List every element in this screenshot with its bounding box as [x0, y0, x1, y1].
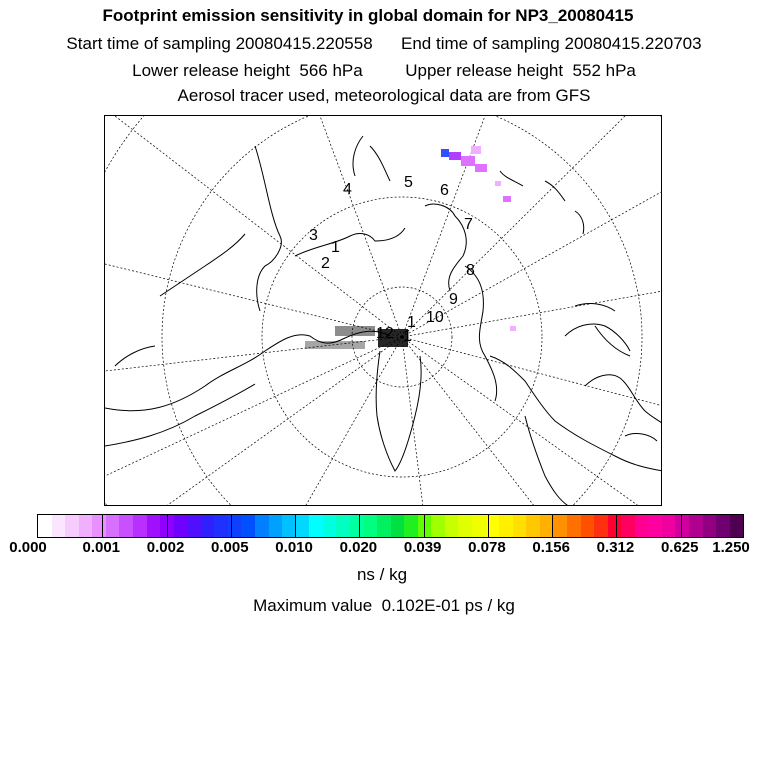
colorbar-segment — [241, 515, 255, 537]
colorbar-segment — [662, 515, 676, 537]
colorbar-segment — [52, 515, 66, 537]
colorbar-segment — [147, 515, 161, 537]
colorbar-tick-label: 0.001 — [82, 539, 121, 556]
colorbar-segment — [499, 515, 513, 537]
colorbar-segment — [106, 515, 120, 537]
colorbar-segment — [553, 515, 567, 537]
colorbar-segment — [635, 515, 649, 537]
colorbar-segment — [187, 515, 201, 537]
trajectory-label: 2 — [321, 255, 330, 272]
colorbar-segment — [608, 515, 622, 537]
colorbar-segment — [581, 515, 595, 537]
colorbar-segment — [323, 515, 337, 537]
colorbar-tick — [552, 515, 553, 537]
sampling-times-line — [0, 34, 768, 54]
trajectory-label: 10 — [426, 309, 444, 326]
colorbar-tick-label: 0.000 — [9, 539, 47, 556]
colorbar-tick — [295, 515, 296, 537]
trajectory-label: 5 — [404, 174, 413, 191]
end-time-value: 20080415.220703 — [564, 34, 702, 53]
end-time-label: End time of sampling — [401, 34, 560, 53]
colorbar-segment — [65, 515, 79, 537]
trajectory-label: 1 — [403, 328, 412, 345]
trajectory-label: 8 — [466, 262, 475, 279]
colorbar-segment — [119, 515, 133, 537]
colorbar-segment — [255, 515, 269, 537]
colorbar-segment — [404, 515, 418, 537]
trajectory-label: 1 — [407, 314, 416, 331]
colorbar-segment — [513, 515, 527, 537]
upper-height-value: 552 hPa — [572, 61, 636, 80]
colorbar-segment — [79, 515, 93, 537]
colorbar-segment — [364, 515, 378, 537]
colorbar-segment — [201, 515, 215, 537]
trajectory-label: 3 — [309, 227, 318, 244]
colorbar-tick-label: 0.010 — [275, 539, 313, 556]
lower-height-label: Lower release height — [132, 61, 290, 80]
colorbar-tick-label: 0.039 — [403, 539, 442, 556]
colorbar-segment — [38, 515, 52, 537]
colorbar-tick — [488, 515, 489, 537]
colorbar-segment — [391, 515, 405, 537]
upper-height-label: Upper release height — [405, 61, 564, 80]
colorbar-segment — [621, 515, 635, 537]
coastlines — [105, 136, 662, 506]
trajectory-label: 7 — [464, 216, 473, 233]
maximum-value-line — [0, 596, 768, 616]
colorbar-segment — [689, 515, 703, 537]
colorbar-segment — [296, 515, 310, 537]
colorbar-segment — [703, 515, 717, 537]
plot-title: Footprint emission sensitivity in global domain for NP3_20080415 — [102, 6, 634, 25]
colorbar-segment — [716, 515, 730, 537]
colorbar-segment — [309, 515, 323, 537]
colorbar-tick-label: 0.020 — [339, 539, 378, 556]
colorbar-segment — [675, 515, 689, 537]
colorbar-tick — [231, 515, 232, 537]
max-value-label: Maximum value — [253, 596, 373, 615]
colorbar — [37, 514, 744, 538]
map-panel — [104, 115, 662, 506]
colorbar-tick — [681, 515, 682, 537]
start-time-value: 20080415.220558 — [235, 34, 373, 53]
colorbar-segment — [350, 515, 364, 537]
colorbar-tick-label: 0.005 — [211, 539, 249, 556]
colorbar-tick-label: 1.250 — [712, 539, 750, 556]
colorbar-segment — [92, 515, 106, 537]
tracer-note: Aerosol tracer used, meteorological data are from GFS — [177, 86, 591, 105]
trajectory-label: 6 — [440, 182, 449, 199]
colorbar-segment — [445, 515, 459, 537]
colorbar-segment — [594, 515, 608, 537]
colorbar-tick-label: 0.156 — [532, 539, 570, 556]
trajectory-labels — [309, 174, 475, 345]
trajectory-label: 1 — [331, 239, 340, 256]
colorbar-segment — [472, 515, 486, 537]
start-time-label: Start time of sampling — [66, 34, 231, 53]
colorbar-segment — [648, 515, 662, 537]
trajectory-label: 12 — [376, 325, 394, 342]
lower-height-value: 566 hPa — [299, 61, 363, 80]
colorbar-segment — [526, 515, 540, 537]
polar-map — [105, 116, 662, 506]
colorbar-segment — [377, 515, 391, 537]
colorbar-tick — [424, 515, 425, 537]
colorbar-tick-label: 0.312 — [596, 539, 635, 556]
colorbar-tick — [102, 515, 103, 537]
colorbar-tick — [359, 515, 360, 537]
colorbar-segment — [214, 515, 228, 537]
colorbar-segment — [269, 515, 283, 537]
colorbar-segment — [431, 515, 445, 537]
max-value: 0.102E-01 ps / kg — [381, 596, 515, 615]
release-heights-line — [0, 61, 768, 81]
colorbar-tick — [167, 515, 168, 537]
colorbar-segment — [730, 515, 744, 537]
colorbar-segment — [282, 515, 296, 537]
colorbar-tick — [616, 515, 617, 537]
colorbar-segment — [458, 515, 472, 537]
colorbar-segment — [336, 515, 350, 537]
colorbar-units: ns / kg — [356, 565, 408, 584]
colorbar-segment — [567, 515, 581, 537]
colorbar-tick-label: 0.002 — [146, 539, 185, 556]
colorbar-tick-label: 0.078 — [468, 539, 506, 556]
colorbar-segment — [174, 515, 188, 537]
colorbar-segment — [133, 515, 147, 537]
colorbar-tick-label: 0.625 — [660, 539, 699, 556]
latitude-circles — [105, 116, 662, 506]
trajectory-label: 9 — [449, 291, 458, 308]
trajectory-label: 4 — [343, 181, 352, 198]
